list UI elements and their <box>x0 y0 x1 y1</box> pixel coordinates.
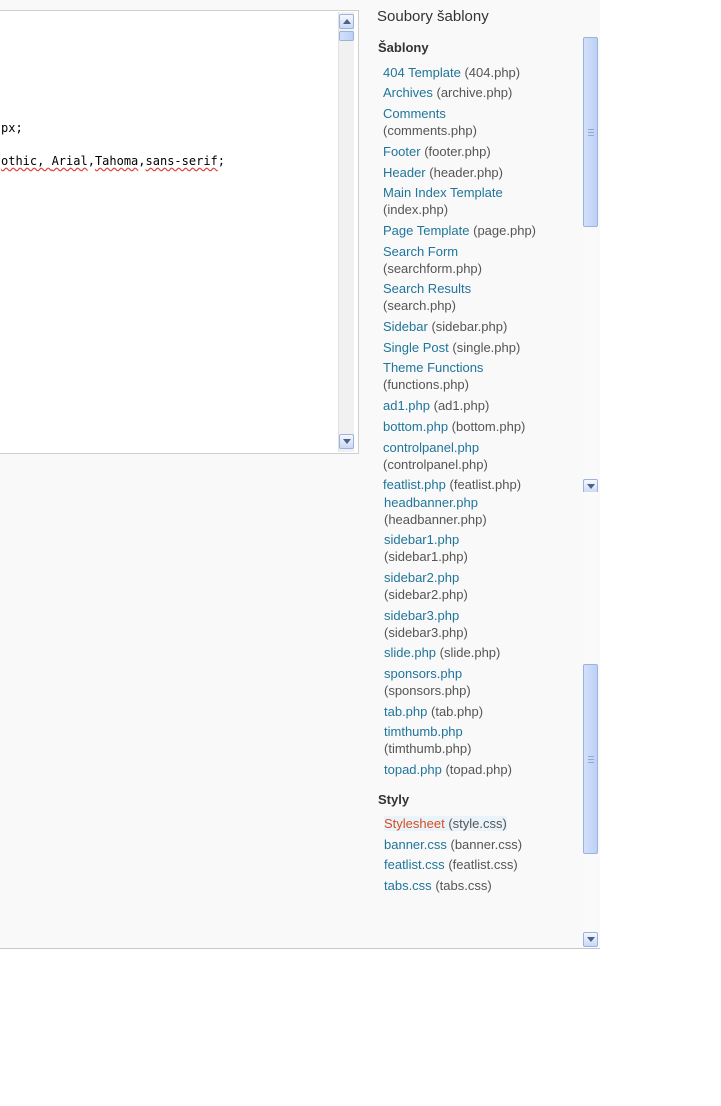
style-link[interactable]: banner.css <box>384 837 447 852</box>
template-item-theme-functions[interactable] <box>383 359 573 393</box>
grip-line <box>588 135 594 136</box>
style-link[interactable]: Stylesheet <box>384 816 445 831</box>
template-item-topad[interactable] <box>384 761 574 778</box>
triangle-down-icon <box>587 937 595 942</box>
template-file: (bottom.php) <box>451 419 526 434</box>
template-item-controlpanel[interactable] <box>383 439 573 473</box>
template-file: (search.php) <box>383 298 456 313</box>
style-file: (tabs.css) <box>435 878 492 893</box>
style-file: (banner.css) <box>450 837 523 852</box>
template-link[interactable]: topad.php <box>384 762 442 777</box>
editor-scroll-thumb[interactable] <box>339 31 354 41</box>
template-link[interactable]: bottom.php <box>383 419 449 434</box>
template-item-sidebar[interactable] <box>383 318 573 335</box>
template-link[interactable]: timthumb.php <box>384 724 463 739</box>
template-file: (index.php) <box>383 202 449 217</box>
template-item-search-form[interactable] <box>383 243 573 277</box>
template-item-search-results[interactable] <box>383 280 573 314</box>
template-item-headbanner[interactable] <box>384 494 574 528</box>
template-item-sidebar2[interactable] <box>384 569 574 603</box>
code-sep: , <box>87 154 95 168</box>
template-item-footer[interactable] <box>383 143 573 160</box>
triangle-up-icon <box>343 19 351 24</box>
template-file: (sidebar2.php) <box>384 587 468 602</box>
grip-line <box>588 762 594 763</box>
template-file: (header.php) <box>429 165 503 180</box>
code-sep: , <box>138 154 146 168</box>
template-link[interactable]: sponsors.php <box>384 666 463 681</box>
editor-scroll-down-button[interactable] <box>339 434 354 449</box>
template-link[interactable]: headbanner.php <box>384 495 478 510</box>
template-file: (ad1.php) <box>433 398 490 413</box>
template-file: (single.php) <box>452 340 521 355</box>
template-link[interactable]: ad1.php <box>383 398 430 413</box>
template-item-archives[interactable] <box>383 84 573 101</box>
template-file: (comments.php) <box>383 123 477 138</box>
code-word-tahoma: Tahoma <box>94 154 139 168</box>
page-scrollbar[interactable] <box>583 492 598 948</box>
style-link[interactable]: tabs.css <box>384 878 432 893</box>
page-scroll-down-button[interactable] <box>583 932 598 947</box>
template-link[interactable]: Single Post <box>383 340 449 355</box>
sidebar-title: Soubory šablony <box>377 8 489 25</box>
template-link[interactable]: controlpanel.php <box>383 440 480 455</box>
template-file: (timthumb.php) <box>384 741 472 756</box>
template-link[interactable]: Sidebar <box>383 319 428 334</box>
template-file: (page.php) <box>473 223 537 238</box>
template-file: (sidebar1.php) <box>384 549 468 564</box>
code-end: ; <box>217 154 226 168</box>
style-item-banner[interactable] <box>384 836 574 853</box>
template-file: (controlpanel.php) <box>383 457 488 472</box>
template-item-sponsors[interactable] <box>384 665 574 699</box>
template-link[interactable]: sidebar2.php <box>384 570 460 585</box>
template-link[interactable]: sidebar3.php <box>384 608 460 623</box>
template-item-ad1[interactable] <box>383 397 573 414</box>
template-item-sidebar3[interactable] <box>384 607 574 641</box>
template-item-404[interactable] <box>383 64 573 81</box>
grip-line <box>588 759 594 760</box>
sidebar-scroll-thumb[interactable] <box>583 37 598 227</box>
template-link[interactable]: Archives <box>383 85 433 100</box>
template-link[interactable]: Theme Functions <box>383 360 484 375</box>
template-file: (functions.php) <box>383 377 469 392</box>
style-file: (featlist.css) <box>448 857 518 872</box>
template-item-main-index[interactable] <box>383 184 573 218</box>
template-link[interactable]: featlist.php <box>383 477 446 492</box>
template-file: (headbanner.php) <box>384 512 487 527</box>
sidebar-scrollbar[interactable] <box>583 37 598 492</box>
code-word-sans-serif: sans-serif <box>145 154 218 168</box>
style-item-tabs[interactable] <box>384 877 574 894</box>
triangle-down-icon <box>343 439 351 444</box>
template-item-page[interactable] <box>383 222 573 239</box>
template-file: (slide.php) <box>439 645 501 660</box>
template-item-single-post[interactable] <box>383 339 573 356</box>
template-item-featlist[interactable] <box>383 476 573 493</box>
template-item-slide[interactable] <box>384 644 574 661</box>
style-file: (style.css) <box>448 816 507 831</box>
template-file: (archive.php) <box>436 85 513 100</box>
template-file: (tab.php) <box>431 704 484 719</box>
template-file: (sidebar3.php) <box>384 625 468 640</box>
template-file: (searchform.php) <box>383 261 482 276</box>
template-file: (sponsors.php) <box>384 683 471 698</box>
style-item-stylesheet-current[interactable] <box>384 815 507 832</box>
template-link[interactable]: Footer <box>383 144 421 159</box>
grip-line <box>588 756 594 757</box>
style-item-featlist[interactable] <box>384 856 574 873</box>
template-link[interactable]: 404 Template <box>383 65 461 80</box>
template-link[interactable]: slide.php <box>384 645 437 660</box>
style-link[interactable]: featlist.css <box>384 857 445 872</box>
template-file: (topad.php) <box>445 762 512 777</box>
templates-heading: Šablony <box>378 40 429 55</box>
styles-heading: Styly <box>378 792 410 807</box>
template-link[interactable]: tab.php <box>384 704 428 719</box>
template-item-tab[interactable] <box>384 703 574 720</box>
grip-line <box>588 132 594 133</box>
template-item-comments[interactable] <box>383 105 573 139</box>
editor-scroll-up-button[interactable] <box>339 14 354 29</box>
template-file: (footer.php) <box>424 144 491 159</box>
template-item-timthumb[interactable] <box>384 723 574 757</box>
template-file: (featlist.php) <box>449 477 522 492</box>
template-item-bottom[interactable] <box>383 418 573 435</box>
template-files-sidebar <box>370 0 582 948</box>
template-file: (sidebar.php) <box>431 319 508 334</box>
template-link[interactable]: Header <box>383 165 426 180</box>
grip-line <box>588 129 594 130</box>
current-file-highlight <box>384 816 507 831</box>
code-line <box>1 154 225 168</box>
template-item-sidebar1[interactable] <box>384 531 574 565</box>
template-link[interactable]: Main Index Template <box>383 185 503 200</box>
code-text: px; <box>1 121 23 135</box>
template-link[interactable]: Page Template <box>383 223 470 238</box>
template-file: (404.php) <box>464 65 521 80</box>
code-text: othic, <box>1 154 52 168</box>
template-link[interactable]: Search Results <box>383 281 472 296</box>
triangle-down-icon <box>587 484 595 489</box>
code-word-arial: Arial <box>51 154 88 168</box>
code-line <box>1 121 23 135</box>
editor-scrollbar[interactable] <box>338 12 354 452</box>
code-editor[interactable] <box>0 10 359 454</box>
template-link[interactable]: Search Form <box>383 244 459 259</box>
template-link[interactable]: sidebar1.php <box>384 532 460 547</box>
template-item-header[interactable] <box>383 164 573 181</box>
page-scroll-thumb[interactable] <box>583 664 598 854</box>
template-link[interactable]: Comments <box>383 106 446 121</box>
